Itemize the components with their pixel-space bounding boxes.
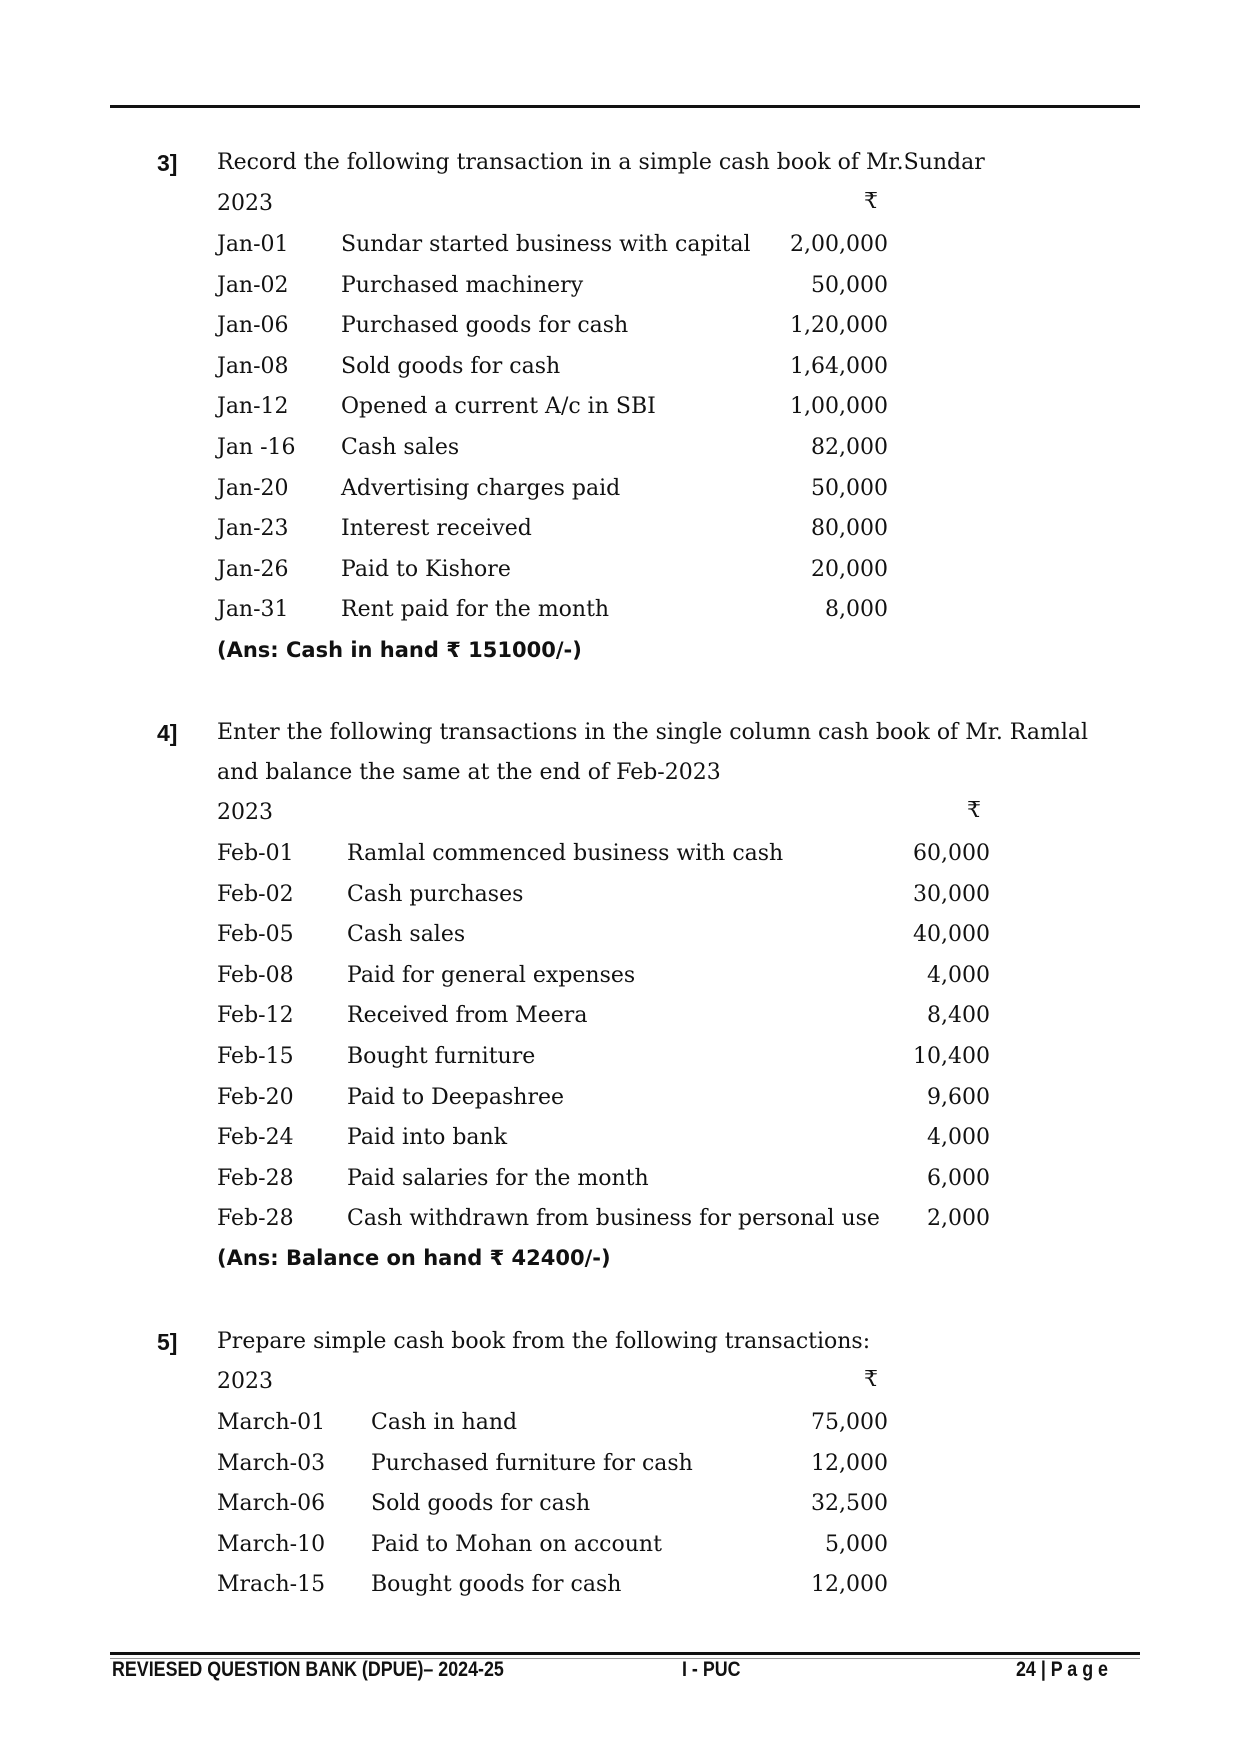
transaction-amount: 50,000 <box>811 272 888 298</box>
transaction-amount: 8,000 <box>825 597 888 623</box>
transaction-description: Rent paid for the month <box>341 597 610 623</box>
transaction-row <box>0 1166 1241 1196</box>
transaction-amount: 75,000 <box>811 1410 888 1435</box>
transaction-date: March-01 <box>217 1410 326 1435</box>
transaction-amount: 6,000 <box>927 1165 990 1191</box>
transaction-row <box>0 232 1241 262</box>
year-label: 2023 <box>217 191 273 216</box>
transaction-amount: 2,00,000 <box>790 232 888 257</box>
question-number: 5] <box>157 1329 178 1355</box>
transaction-amount: 60,000 <box>913 841 990 866</box>
transaction-description: Sold goods for cash <box>371 1491 591 1517</box>
transaction-date: Feb-12 <box>217 1003 294 1029</box>
transaction-row <box>0 597 1241 627</box>
transaction-date: Jan-02 <box>217 272 289 298</box>
transaction-description: Advertising charges paid <box>341 475 621 501</box>
transaction-description: Received from Meera <box>347 1003 588 1029</box>
transaction-description: Paid for general expenses <box>347 962 636 988</box>
transaction-amount: 32,500 <box>811 1491 888 1517</box>
transaction-row <box>0 354 1241 384</box>
transaction-description: Cash sales <box>341 435 460 460</box>
transaction-amount: 1,20,000 <box>790 313 888 339</box>
transaction-amount: 50,000 <box>811 475 888 501</box>
transaction-amount: 1,00,000 <box>790 394 888 420</box>
transaction-date: Jan-31 <box>217 597 289 623</box>
transaction-amount: 5,000 <box>825 1531 888 1557</box>
transaction-amount: 2,000 <box>927 1206 990 1232</box>
transaction-description: Purchased machinery <box>341 272 584 298</box>
transaction-date: Jan-01 <box>217 232 289 257</box>
transaction-amount: 10,400 <box>913 1044 990 1069</box>
transaction-date: Feb-08 <box>217 962 294 988</box>
transaction-description: Cash sales <box>347 922 466 948</box>
transaction-row <box>0 394 1241 424</box>
transaction-description: Paid to Deepashree <box>347 1084 565 1110</box>
transaction-description: Sold goods for cash <box>341 353 561 379</box>
header-rule <box>110 105 1140 108</box>
transaction-date: Feb-28 <box>217 1206 294 1232</box>
transaction-description: Paid to Kishore <box>341 556 511 582</box>
transaction-row <box>0 313 1241 343</box>
transaction-description: Bought furniture <box>347 1044 536 1069</box>
transaction-row <box>0 557 1241 587</box>
transaction-amount: 4,000 <box>927 962 990 988</box>
transaction-row <box>0 1451 1241 1481</box>
transaction-description: Ramlal commenced business with cash <box>347 841 784 866</box>
transaction-date: Jan-26 <box>217 556 289 582</box>
transaction-row <box>0 922 1241 952</box>
transaction-row <box>0 1572 1241 1602</box>
transaction-date: Mrach-15 <box>217 1572 326 1598</box>
transaction-row <box>0 476 1241 506</box>
year-label: 2023 <box>217 800 273 825</box>
transaction-description: Cash in hand <box>371 1410 518 1435</box>
transaction-description: Paid into bank <box>347 1125 508 1151</box>
transaction-amount: 20,000 <box>811 556 888 582</box>
transaction-description: Opened a current A/c in SBI <box>341 394 656 420</box>
question-prompt: Record the following transaction in a simple cash book of Mr.Sundar <box>217 150 985 175</box>
transaction-amount: 8,400 <box>927 1003 990 1029</box>
transaction-description: Purchased furniture for cash <box>371 1450 693 1476</box>
transaction-date: Feb-05 <box>217 922 294 948</box>
question-prompt: Prepare simple cash book from the following transactions: <box>217 1329 871 1354</box>
transaction-row <box>0 435 1241 465</box>
transaction-date: Feb-15 <box>217 1044 294 1069</box>
transaction-row <box>0 516 1241 546</box>
transaction-row <box>0 1206 1241 1236</box>
transaction-date: Feb-02 <box>217 881 294 907</box>
transaction-amount: 1,64,000 <box>790 353 888 379</box>
transaction-date: Jan -16 <box>217 435 296 460</box>
transaction-date: Jan-20 <box>217 475 289 501</box>
transaction-amount: 40,000 <box>913 922 990 948</box>
transaction-row <box>0 1410 1241 1440</box>
transaction-description: Paid salaries for the month <box>347 1165 649 1191</box>
transaction-date: March-10 <box>217 1531 326 1557</box>
transaction-row <box>0 1085 1241 1115</box>
transaction-amount: 4,000 <box>927 1125 990 1151</box>
transaction-date: Jan-12 <box>217 394 289 420</box>
transaction-row <box>0 1044 1241 1074</box>
transaction-date: March-06 <box>217 1491 326 1517</box>
transaction-row <box>0 273 1241 303</box>
transaction-description: Cash withdrawn from business for personal use <box>347 1206 880 1232</box>
transaction-row <box>0 1532 1241 1562</box>
footer-center-text: I - PUC <box>682 1658 741 1681</box>
page-number: 24 | P a g e <box>1016 1658 1108 1681</box>
transaction-amount: 30,000 <box>913 881 990 907</box>
question-prompt-continued: and balance the same at the end of Feb-2023 <box>217 760 721 785</box>
transaction-date: Jan-23 <box>217 516 289 542</box>
transaction-description: Purchased goods for cash <box>341 313 629 339</box>
transaction-amount: 9,600 <box>927 1084 990 1110</box>
transaction-row <box>0 882 1241 912</box>
question-prompt: Enter the following transactions in the single column cash book of Mr. Ramlal <box>217 720 1089 745</box>
transaction-date: Jan-08 <box>217 353 289 379</box>
transaction-row <box>0 963 1241 993</box>
transaction-date: March-03 <box>217 1450 326 1476</box>
transaction-row <box>0 1491 1241 1521</box>
transaction-description: Paid to Mohan on account <box>371 1531 662 1557</box>
transaction-date: Feb-28 <box>217 1165 294 1191</box>
transaction-row <box>0 1125 1241 1155</box>
year-label: 2023 <box>217 1369 273 1394</box>
transaction-date: Feb-24 <box>217 1125 294 1151</box>
transaction-date: Jan-06 <box>217 313 289 339</box>
rupee-column-head: ₹ <box>864 1367 878 1392</box>
transaction-row <box>0 841 1241 871</box>
transaction-amount: 82,000 <box>811 435 888 460</box>
transaction-amount: 12,000 <box>811 1450 888 1476</box>
transaction-date: Feb-20 <box>217 1084 294 1110</box>
footer-rule <box>110 1652 1140 1655</box>
rupee-column-head: ₹ <box>967 798 981 823</box>
transaction-row <box>0 1003 1241 1033</box>
transaction-description: Interest received <box>341 516 532 542</box>
transaction-amount: 80,000 <box>811 516 888 542</box>
question-number: 4] <box>157 720 178 746</box>
question-number: 3] <box>157 150 178 176</box>
transaction-description: Sundar started business with capital <box>341 232 751 257</box>
answer-text: (Ans: Cash in hand ₹ 151000/-) <box>217 638 582 662</box>
transaction-date: Feb-01 <box>217 841 294 866</box>
transaction-amount: 12,000 <box>811 1572 888 1598</box>
transaction-description: Cash purchases <box>347 881 524 907</box>
answer-text: (Ans: Balance on hand ₹ 42400/-) <box>217 1246 611 1270</box>
rupee-column-head: ₹ <box>864 189 878 214</box>
footer-left-text: REVIESED QUESTION BANK (DPUE)– 2024-25 <box>112 1658 504 1681</box>
transaction-description: Bought goods for cash <box>371 1572 622 1598</box>
